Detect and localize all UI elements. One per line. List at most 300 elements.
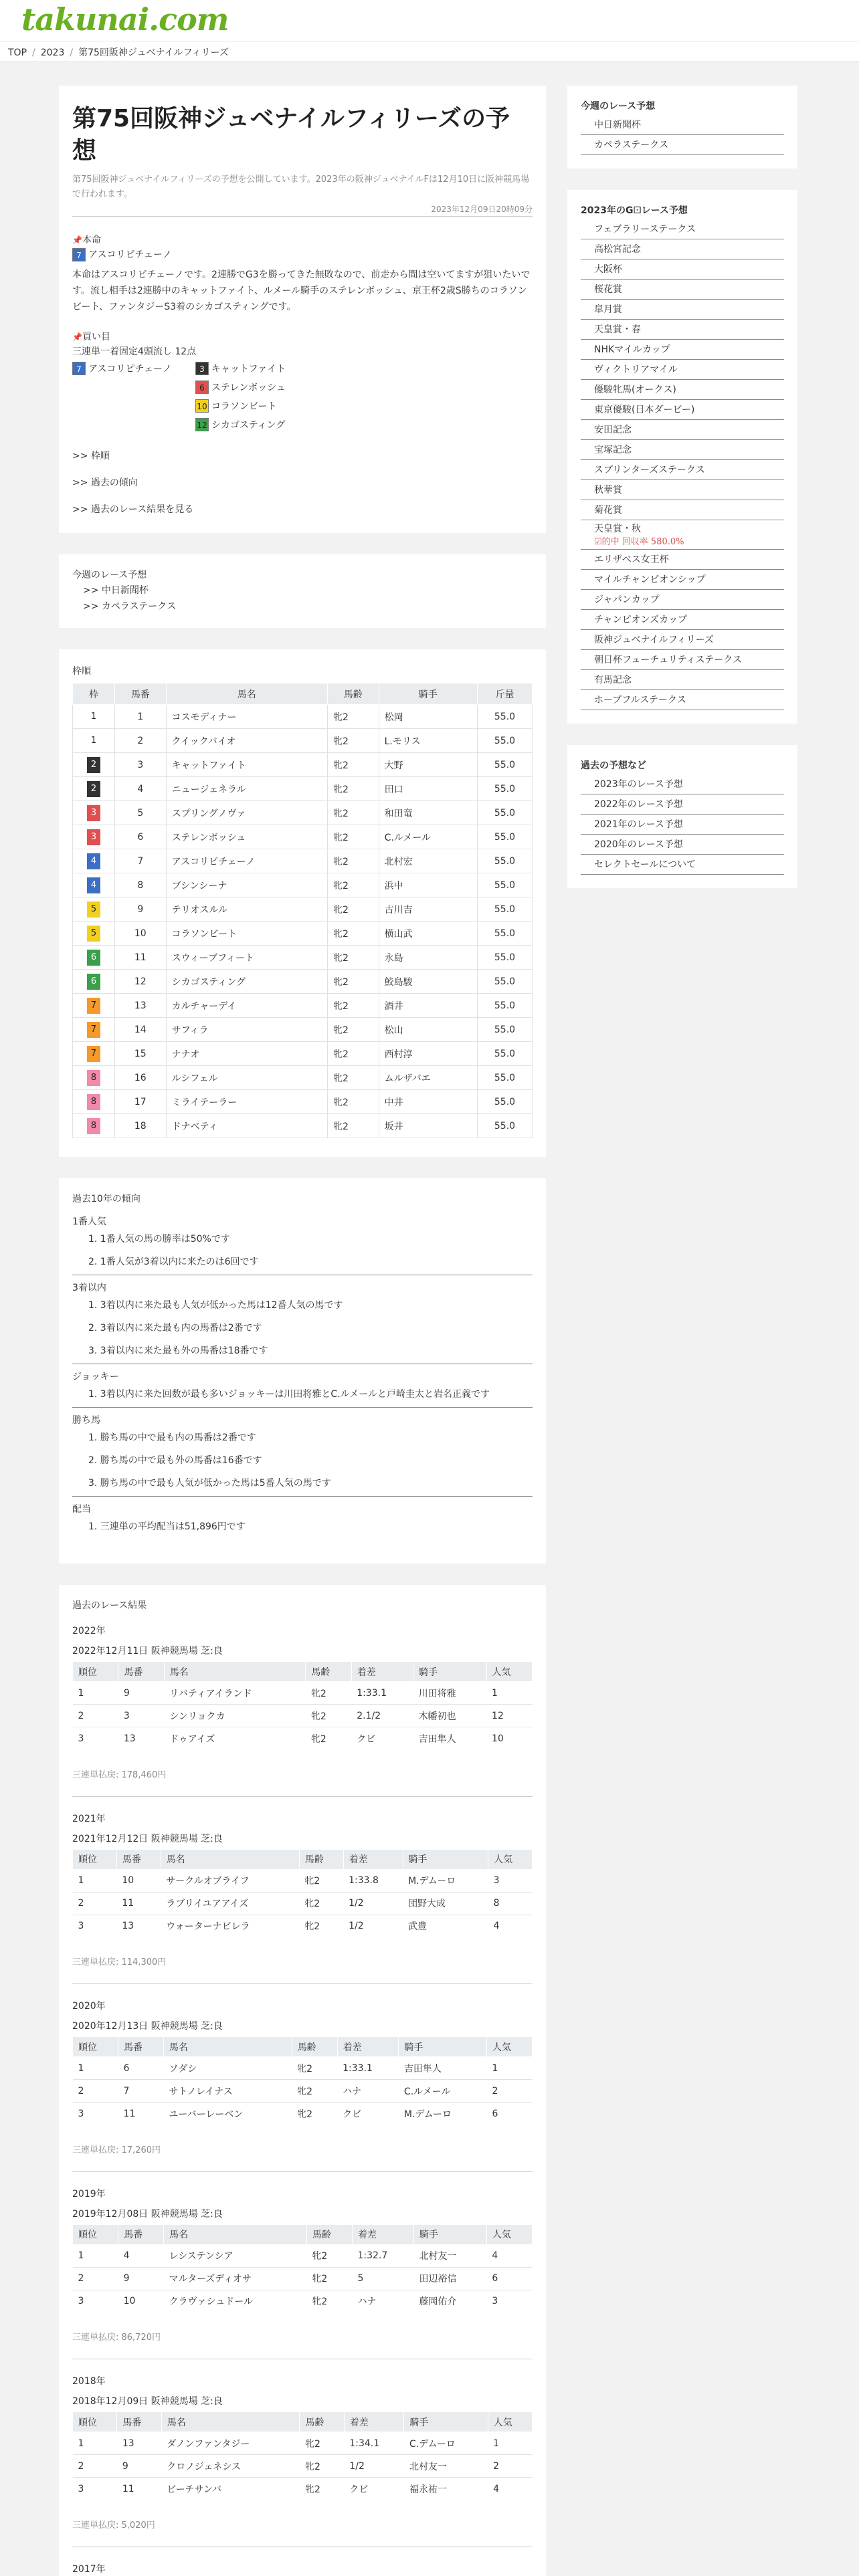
sidebar-item-link[interactable]: 天皇賞・春 [594,324,641,335]
sidebar-g1-heading: 2023年のG⚀レース予想 [581,205,688,216]
waku-cell [73,970,115,994]
past-cell: 牝2 [300,2455,344,2478]
buy-first-name: アスコリピチェーノ [88,364,172,374]
table-row [73,2455,533,2478]
sidebar-item[interactable] [581,630,784,650]
past-cell: 牝2 [299,1892,343,1915]
table-row [73,2244,533,2267]
sidebar-item[interactable] [581,239,784,259]
past-cell: 1:33.8 [343,1869,403,1892]
sidebar-item[interactable] [581,280,784,300]
sidebar-item-link[interactable]: 安田記念 [594,425,632,435]
horse-name: シカゴスティング [166,970,327,994]
horse-age: 牝2 [327,994,379,1018]
sidebar-item[interactable] [581,300,784,320]
sidebar-today [567,86,797,169]
sidebar-item-link[interactable]: 宝塚記念 [594,445,632,455]
hit-note: ☑的中 回収率 580.0% [594,537,684,547]
horse-name: カルチャーデイ [166,994,327,1018]
jockey: ムルザバエ [379,1066,477,1090]
buy-type: 三連単一着固定4頭流し 12点 [72,346,197,357]
table-row [73,1090,533,1114]
table-row [73,994,533,1018]
sidebar-item[interactable] [581,855,784,875]
past-cell: 4 [486,2244,532,2267]
past-cell: 牝2 [306,2244,352,2267]
past-cell: 牝2 [299,1869,343,1892]
past-cell: 藤岡佑介 [413,2290,486,2313]
waku-cell [73,729,115,753]
table-row [73,2290,533,2313]
waku-badge: 1 [87,733,100,749]
jockey: 坂井 [379,1114,477,1138]
table-row [73,2478,533,2500]
past-cell: 10 [118,2290,164,2313]
table-row [73,1018,533,1042]
waku-badge: 3 [87,829,100,845]
past-heading: 過去のレース結果 [72,1600,147,1611]
past-cell: 牝2 [306,1682,351,1705]
sidebar-item[interactable] [581,670,784,690]
weight: 55.0 [477,777,532,801]
past-col-header: 馬番 [118,1662,164,1682]
weight: 55.0 [477,801,532,825]
sidebar-item[interactable] [581,570,784,590]
past-cell: 9 [118,2267,164,2290]
sidebar-item[interactable] [581,115,784,135]
sidebar-item-link[interactable]: ジャパンカップ [594,595,660,605]
past-cell: クロノジェネシス [161,2455,300,2478]
trend-list [72,1228,533,1273]
jockey: 中井 [379,1090,477,1114]
past-cell: 牝2 [306,2267,352,2290]
horse-name: ドナベティ [166,1114,327,1138]
horse-age: 牝2 [327,729,379,753]
horse-number-badge: 3 [195,362,209,375]
sidebar-item[interactable] [581,480,784,500]
sidebar-item-link[interactable]: 優駿牝馬(オークス) [594,385,676,395]
past-col-header: 馬齢 [306,1662,351,1682]
weight: 55.0 [477,1042,532,1066]
sidebar-item-link[interactable]: 秋華賞 [594,485,622,496]
horse-number: 12 [115,970,167,994]
table-row [73,825,533,849]
horse-number: 17 [115,1090,167,1114]
sidebar-item-link[interactable]: カペラステークス [594,140,669,150]
past-race-cond: 2021年12月12日 阪神競馬場 芝:良 [72,1833,223,1844]
table-row [73,1682,533,1705]
trend-group-title: 3着以内 [72,1283,106,1293]
sidebar-item-link[interactable]: 中日新聞杯 [594,120,641,130]
sidebar-item[interactable] [581,320,784,340]
article-card [59,86,546,533]
past-cell: マルターズディオサ [164,2267,307,2290]
past-cell: 1 [486,1682,532,1705]
weight: 55.0 [477,1090,532,1114]
horse-age: 牝2 [327,753,379,777]
table-row [73,1705,533,1727]
sidebar-item-link[interactable]: 天皇賞・秋 [594,524,641,534]
table-row [73,2267,533,2290]
horse-age: 牝2 [327,1090,379,1114]
past-cell: サークルオブライフ [161,1869,299,1892]
jockey: 大野 [379,753,477,777]
past-year-title: 2020年 [72,2001,106,2012]
past-results-card [59,1585,546,2576]
past-cell: 北村友一 [413,2244,486,2267]
waku-cell [73,1114,115,1138]
frame-card [59,649,546,1157]
past-cell: ソダシ [163,2057,292,2080]
sidebar-item[interactable] [581,340,784,360]
sidebar-item[interactable] [581,590,784,610]
sidebar-item[interactable] [581,219,784,239]
horse-age: 牝2 [327,777,379,801]
horse-number: 9 [115,897,167,922]
past-col-header: 馬齢 [300,2412,344,2432]
buy-other-name: ステレンボッシュ [211,383,286,393]
trend-group-title: 勝ち馬 [72,1415,100,1426]
today-races-card [59,554,546,628]
sidebar-item[interactable] [581,610,784,630]
horse-number: 3 [115,753,167,777]
horse-age: 牝2 [327,801,379,825]
waku-cell [73,897,115,922]
past-cell: レシステンシア [164,2244,307,2267]
sidebar-item[interactable] [581,420,784,440]
past-cell: 2 [73,2267,118,2290]
past-col-header: 馬名 [164,1662,306,1682]
horse-number: 4 [115,777,167,801]
frame-col-header: 斤量 [477,683,532,705]
weight: 55.0 [477,1066,532,1090]
weight: 55.0 [477,753,532,777]
sidebar-item-link[interactable]: 2023年のレース予想 [594,779,683,790]
past-result-table [72,2036,533,2125]
buy-other [195,418,285,431]
jockey: 古川吉 [379,897,477,922]
past-year-title: 2019年 [72,2188,106,2199]
honmei-horse [72,247,533,261]
weight: 55.0 [477,1114,532,1138]
waku-cell [73,1090,115,1114]
past-cell: 団野大成 [403,1892,488,1915]
buy-row [72,397,533,415]
table-row [73,873,533,897]
past-cell: 3 [73,2478,117,2500]
sidebar [567,86,797,909]
past-cell: 3 [73,2103,118,2125]
weight: 55.0 [477,946,532,970]
sidebar-item[interactable] [581,380,784,400]
frame-col-header: 馬名 [166,683,327,705]
jockey: 北村宏 [379,849,477,873]
horse-name: クイックバイオ [166,729,327,753]
trend-list [72,1426,533,1495]
past-col-header: 人気 [488,1849,533,1869]
trend-item: 2. 1番人気が3着以内に来たのは6回です [88,1257,259,1267]
past-cell: 北村友一 [404,2455,488,2478]
past-result-table [72,2224,533,2313]
sidebar-item-link[interactable]: ヴィクトリアマイル [594,364,678,375]
sidebar-item[interactable] [581,794,784,815]
sidebar-item[interactable] [581,550,784,570]
jockey: 横山武 [379,922,477,946]
past-cell: シンリョクカ [164,1705,306,1727]
weight: 55.0 [477,849,532,873]
past-cell: クラヴァシュドール [164,2290,307,2313]
horse-age: 牝2 [327,1114,379,1138]
sidebar-item[interactable] [581,440,784,460]
waku-cell [73,1066,115,1090]
past-cell: C.ルメール [399,2080,487,2103]
sidebar-item-link[interactable]: マイルチャンピオンシップ [594,574,706,585]
horse-number: 2 [115,729,167,753]
main-column [59,86,546,2576]
horse-age: 牝2 [327,897,379,922]
waku-badge: 8 [87,1118,100,1134]
breadcrumb-year[interactable]: 2023 [40,47,65,58]
jockey: 永島 [379,946,477,970]
horse-number-badge: 10 [195,399,209,413]
past-col-header: 着差 [353,2224,414,2244]
horse-number: 6 [115,825,167,849]
link-frame[interactable]: >> 枠順 [72,451,110,461]
sidebar-item[interactable] [581,259,784,280]
jockey: 西村淳 [379,1042,477,1066]
past-col-header: 着差 [343,1849,403,1869]
sidebar-item-link[interactable]: 大阪杯 [594,264,622,275]
sidebar-item-link[interactable]: 阪神ジュベナイルフィリーズ [594,635,714,645]
sidebar-item-link[interactable]: スプリンターズステークス [594,465,705,475]
past-col-header: 馬齢 [292,2037,337,2057]
past-col-header: 順位 [73,2412,117,2432]
sidebar-item-link[interactable]: 2020年のレース予想 [594,839,683,850]
trend-list [72,1515,533,1538]
past-col-header: 順位 [73,1662,118,1682]
waku-badge: 2 [87,757,100,773]
sidebar-item-link[interactable]: 桜花賞 [594,284,622,295]
sidebar-item[interactable] [581,650,784,670]
sidebar-item-link[interactable]: 東京優駿(日本ダービー) [594,405,695,415]
waku-cell [73,873,115,897]
horse-name: コスモディナー [166,705,327,729]
past-cell: ラブリイユアアイズ [161,1892,299,1915]
past-payout: 三連単払戻: 5,020円 [72,2520,155,2531]
sidebar-item-link[interactable]: エリザベス女王杯 [594,554,669,565]
past-cell: C.デムーロ [404,2432,488,2455]
waku-badge: 4 [87,853,100,869]
horse-name: スウィーブフィート [166,946,327,970]
past-cell: 牝2 [306,2290,352,2313]
waku-cell [73,705,115,729]
past-cell: 12 [486,1705,532,1727]
frame-table [72,683,533,1138]
sidebar-item-link[interactable]: 菊花賞 [594,505,622,516]
sidebar-item-link[interactable]: ホープフルステークス [594,695,686,706]
trend-item: 1. 1番人気の馬の勝率は50%です [88,1234,230,1245]
weight: 55.0 [477,705,532,729]
site-logo[interactable]: takunai.com [21,1,229,37]
weight: 55.0 [477,873,532,897]
sidebar-item-link[interactable]: 2021年のレース予想 [594,819,683,830]
buy-first [72,362,195,375]
table-row [73,1066,533,1090]
past-cell: 7 [118,2080,163,2103]
trend-item: 3. 3着以内に来た最も外の馬番は18番です [88,1346,268,1356]
past-payout: 三連単払戻: 178,460円 [72,1769,167,1780]
table-row [73,897,533,922]
trend-group-title: 配当 [72,1504,91,1515]
past-cell: 牝2 [306,1727,351,1750]
frame-col-header: 枠 [73,683,115,705]
horse-name: テリオスルル [166,897,327,922]
past-col-header: 順位 [73,1849,117,1869]
trend-item: 1. 勝ち馬の中で最も内の馬番は2番です [88,1432,256,1443]
sidebar-item-link[interactable]: チャンピオンズカップ [594,615,688,625]
buy-row [72,378,533,397]
sidebar-item-link[interactable]: NHKマイルカップ [594,344,670,355]
past-cell: 1 [488,2432,532,2455]
trend-group-title: ジョッキー [72,1372,119,1382]
past-cell: ウォーターナビレラ [161,1915,299,1937]
past-cell: 1:32.7 [353,2244,414,2267]
table-row [73,1042,533,1066]
horse-number-badge: 6 [195,381,209,394]
past-cell: 1:34.1 [344,2432,404,2455]
past-year-section [72,2359,533,2531]
waku-badge: 7 [87,1022,100,1038]
today-heading: 今週のレース予想 [72,570,147,580]
waku-cell [73,922,115,946]
past-cell: 1:33.1 [351,1682,413,1705]
past-cell: 11 [118,2103,163,2125]
frame-col-header: 馬齢 [327,683,379,705]
past-cell: 牝2 [292,2080,337,2103]
jockey: 松山 [379,1018,477,1042]
sidebar-item[interactable] [581,815,784,835]
waku-badge: 5 [87,901,100,918]
sidebar-item-link[interactable]: 2022年のレース予想 [594,799,683,810]
past-cell: ビーチサンバ [161,2478,300,2500]
past-result-table [72,1661,533,1750]
weight: 55.0 [477,994,532,1018]
past-cell: 1/2 [344,2455,404,2478]
past-col-header: 馬名 [164,2224,307,2244]
past-col-header: 人気 [487,2037,533,2057]
sidebar-item-link[interactable]: フェブラリーステークス [594,224,696,235]
trend-group-title: 1番人気 [72,1216,106,1227]
past-cell: 1 [73,1869,117,1892]
past-cell: 2 [73,1705,118,1727]
link-trends[interactable]: >> 過去の傾向 [72,477,138,488]
horse-number: 11 [115,946,167,970]
sidebar-item-link[interactable]: 高松宮記念 [594,244,641,255]
today-link-chunichi[interactable]: >> 中日新聞杯 [83,585,149,596]
sidebar-item[interactable] [581,460,784,480]
sidebar-item[interactable] [581,690,784,710]
past-col-header: 順位 [73,2224,118,2244]
table-row [73,946,533,970]
weight: 55.0 [477,970,532,994]
table-row [73,922,533,946]
link-past-results[interactable]: >> 過去のレース結果を見る [72,504,194,515]
past-cell: ハナ [337,2080,399,2103]
past-cell: 田辺裕信 [413,2267,486,2290]
past-cell: リバティアイランド [164,1682,306,1705]
horse-name: アスコリピチェーノ [166,849,327,873]
waku-cell [73,777,115,801]
past-cell: 牝2 [300,2478,344,2500]
weight: 55.0 [477,1018,532,1042]
past-cell: ダノンファンタジー [161,2432,300,2455]
past-cell: 福永祐一 [404,2478,488,2500]
buy-other-name: シカゴスティング [211,420,286,431]
pin-icon: 📌 [72,235,82,245]
past-cell: 武豊 [403,1915,488,1937]
table-row [73,1114,533,1138]
table-row [73,1869,533,1892]
table-row [73,777,533,801]
sidebar-item[interactable] [581,360,784,380]
table-row [73,970,533,994]
sidebar-item-link[interactable]: 皐月賞 [594,304,622,315]
sidebar-item[interactable] [581,400,784,420]
today-link-capella[interactable]: >> カペラステークス [83,601,177,612]
trend-item: 3. 勝ち馬の中で最も人気が低かった馬は5番人気の馬です [88,1478,331,1489]
sidebar-item[interactable] [581,500,784,520]
buy-heading: 📌買い目 [72,332,110,342]
table-row [73,1892,533,1915]
waku-cell [73,1018,115,1042]
past-cell: 3 [73,2290,118,2313]
horse-number: 13 [115,994,167,1018]
past-cell: ユーバーレーベン [163,2103,292,2125]
past-col-header: 着差 [351,1662,413,1682]
horse-age: 牝2 [327,849,379,873]
sidebar-item-link[interactable]: 朝日杯フューチュリティステークス [594,655,743,665]
sidebar-item-link[interactable]: 有馬記念 [594,675,632,685]
weight: 55.0 [477,825,532,849]
sidebar-item-link[interactable]: セレクトセールについて [594,859,696,870]
waku-badge: 7 [87,998,100,1014]
waku-badge: 3 [87,805,100,821]
sidebar-item[interactable] [581,520,784,550]
past-cell: 6 [118,2057,163,2080]
past-col-header: 騎手 [413,2224,486,2244]
past-col-header: 人気 [486,1662,532,1682]
buy-other-name: キャットファイト [211,364,286,374]
past-cell: M.デムーロ [399,2103,487,2125]
sidebar-item[interactable] [581,835,784,855]
horse-age: 牝2 [327,1042,379,1066]
past-cell: 9 [117,2455,161,2478]
sidebar-item[interactable] [581,774,784,794]
trend-item: 1. 三連単の平均配当は51,896円です [88,1521,246,1532]
waku-cell [73,825,115,849]
past-cell: 1 [73,2057,118,2080]
breadcrumb-top[interactable]: TOP [8,47,27,58]
jockey: 和田竜 [379,801,477,825]
past-cell: クビ [344,2478,404,2500]
past-cell: クビ [337,2103,399,2125]
horse-name: キャットファイト [166,753,327,777]
past-cell: 4 [488,2478,532,2500]
page-title: 第75回阪神ジュベナイルフィリーズの予想 [72,105,510,165]
past-race-cond: 2018年12月09日 阪神競馬場 芝:良 [72,2396,223,2407]
sidebar-item[interactable] [581,135,784,155]
trend-list [72,1383,533,1406]
